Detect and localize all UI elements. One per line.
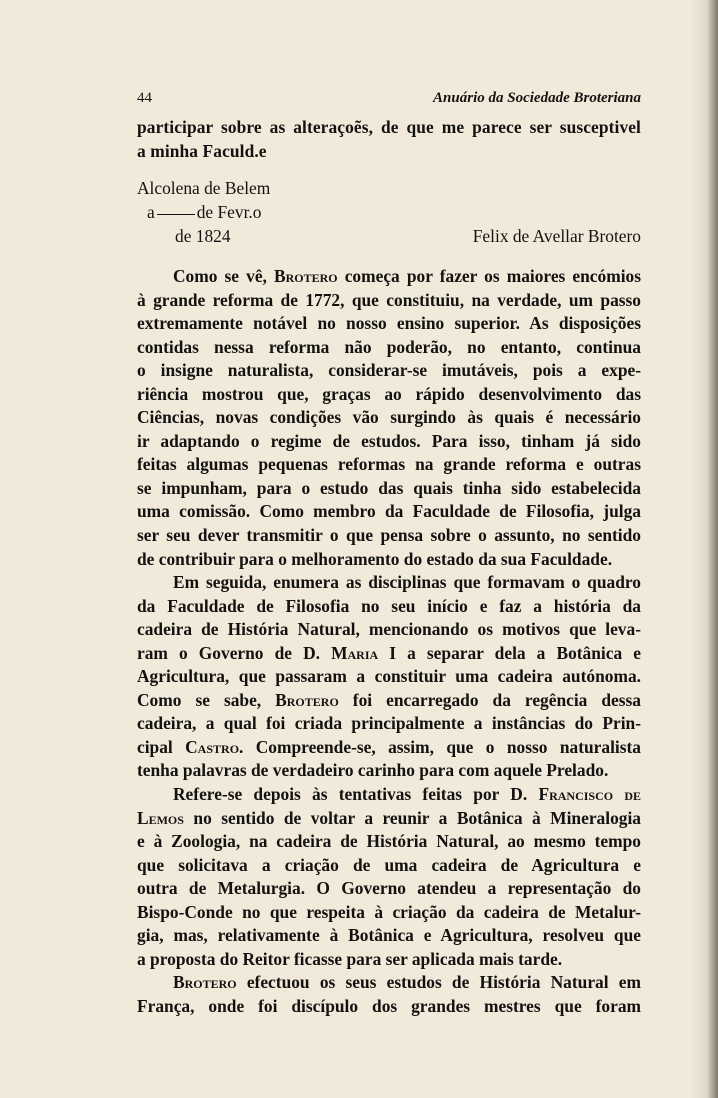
small-caps-name: Francisco de [538, 784, 641, 805]
text-line: da Faculdade de Filosofia no seu início e faz a história da [137, 595, 641, 616]
text-line: feitas algumas pequenas reformas na grande reforma e outras [137, 454, 641, 475]
text-line: extremamente notável no nosso ensino superior. As disposições [137, 313, 641, 334]
place: Alcolena de Belem [137, 178, 271, 198]
text-line: cadeira de História Natural, mencionando os motivos que leva- [137, 619, 641, 640]
text-line: participar sobre as alteraçoẽs, de que me parece ser susceptivel [137, 117, 641, 137]
text-line: contidas nessa reforma não poderão, no entanto, continua [137, 336, 641, 357]
text-line: outra de Metalurgia. O Governo atendeu a representação do [137, 878, 641, 899]
text-line: riência mostrou que, graças ao rápido desenvolvimento das [137, 383, 641, 404]
text-line: a proposta do Reitor ficasse para ser aplicada mais tarde. [137, 948, 563, 969]
date-line [137, 200, 641, 224]
text-line: o insigne naturalista, considerar-se imutáveis, pois a expe- [137, 360, 641, 381]
small-caps-name: Castro [185, 736, 240, 757]
text-line: e à Zoologia, na cadeira de História Natural, ao mesmo tempo [137, 831, 641, 852]
text-line: ser seu dever transmitir o que pensa sobre o assunto, no sentido [137, 525, 641, 546]
text-line: Ciências, novas condições vão surgindo às quais é necessário [137, 407, 641, 428]
text-line: Bispo-Conde no que respeita à criação da cadeira de Metalur- [137, 901, 641, 922]
text-line: Como se vê, Brotero começa por fazer os maiores encómios [173, 266, 641, 286]
text-line: ir adaptando o regime de estudos. Para isso, tinham já sido [137, 430, 641, 451]
body-text [137, 265, 641, 1019]
small-caps-name: Brotero [274, 266, 338, 286]
text-line: Como se sabe, Brotero foi encarregado da regência dessa [137, 689, 642, 710]
page-header [137, 90, 641, 114]
date-prefix: a [147, 202, 155, 222]
date-month: de Fevr.o [196, 202, 262, 222]
letter-closing [137, 116, 641, 163]
place-line [137, 176, 641, 200]
text-line: Em seguida, enumera as disciplinas que formavam o quadro [173, 572, 641, 593]
small-caps-name: Brotero [173, 972, 237, 993]
signature-block [137, 176, 641, 248]
text-line: Agricultura, que passaram a constituir uma cadeira autónoma. [137, 666, 641, 687]
running-title: Anuário da Sociedade Broteriana [433, 90, 641, 106]
text-line: à grande reforma de 1772, que constituiu, na verdade, um passo [137, 289, 641, 310]
year-line [137, 224, 641, 248]
small-caps-name: Brotero [275, 689, 339, 710]
text-line: cadeira, a qual foi criada principalmente a instâncias do Prin- [137, 713, 641, 734]
text-line: Refere-se depois às tentativas feitas por D. Francisco de [173, 784, 641, 805]
text-line: que solicitava a criação de uma cadeira de Agricultura e [137, 854, 641, 875]
small-caps-name: Maria [331, 642, 379, 663]
small-caps-name: Lemos [137, 807, 184, 828]
binding-edge-shadow [690, 0, 718, 1098]
signatory: Felix de Avellar Brotero [472, 226, 641, 246]
text-line: de contribuir para o melhoramento do estado da sua Faculdade. [137, 548, 613, 569]
text-line: tenha palavras de verdadeiro carinho para com aquele Prelado. [137, 760, 609, 781]
text-line: uma comissão. Como membro da Faculdade de Filosofia, julga [137, 501, 641, 522]
date-year: de 1824 [175, 226, 231, 246]
text-line: Brotero efectuou os seus estudos de História Natural em [173, 972, 641, 993]
text-line: França, onde foi discípulo dos grandes mestres que foram [137, 995, 641, 1016]
text-line: Lemos no sentido de voltar a reunir a Botânica à Mineralogia [137, 807, 641, 828]
text-line: ram o Governo de D. Maria I a separar dela a Botânica e [137, 642, 641, 663]
page-number: 44 [137, 90, 152, 106]
text-line: se impunham, para o estudo das quais tinha sido estabelecida [137, 477, 641, 498]
text-line: a minha Faculd.e [137, 140, 267, 161]
blank-day-underline [157, 214, 195, 215]
text-line: gia, mas, relativamente à Botânica e Agricultura, resolveu que [137, 925, 641, 946]
text-line: cipal Castro. Compreende-se, assim, que o nosso naturalista [137, 736, 641, 757]
